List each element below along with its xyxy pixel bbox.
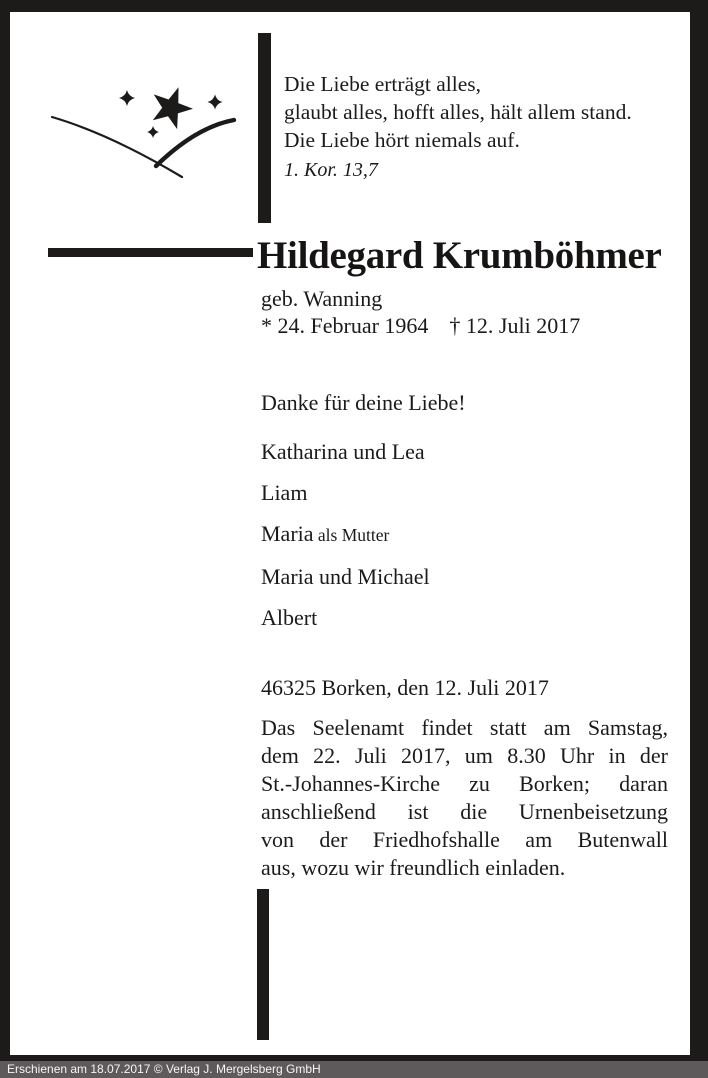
bottom-vertical-rule	[257, 889, 269, 1040]
deceased-name: Hildegard Krumböhmer	[257, 234, 662, 277]
shooting-star-hills-icon	[40, 82, 244, 182]
mourner-suffix: als Mutter	[313, 525, 390, 545]
notice-line: anschließend ist die Urnenbeisetzung	[261, 799, 668, 824]
sparkle-icon	[119, 90, 135, 106]
big-star-shape	[153, 87, 193, 129]
quote-line: Die Liebe erträgt alles,	[284, 72, 481, 96]
mourner-line	[261, 480, 307, 507]
birth-date: * 24. Februar 1964	[261, 313, 429, 338]
quote-line: glaubt alles, hofft alles, hält allem stand.	[284, 100, 632, 124]
mourner-name: Liam	[261, 480, 308, 505]
mourner-name: Maria und Michael	[261, 564, 430, 589]
hill-arc-thin	[52, 117, 182, 177]
maiden-name: geb. Wanning	[261, 286, 383, 311]
notice-line: St.-Johannes-Kirche zu Borken; daran	[261, 771, 668, 796]
notice-line: Das Seelenamt findet statt am Samstag,	[261, 715, 668, 740]
mourner-name: Katharina und Lea	[261, 439, 425, 464]
thanks-line: Danke für deine Liebe!	[261, 390, 466, 415]
funeral-notice	[261, 714, 668, 882]
name-horizontal-rule	[48, 248, 253, 257]
death-date: † 12. Juli 2017	[449, 313, 581, 338]
publisher-footer: Erschienen am 18.07.2017 © Verlag J. Mergelsberg GmbH	[0, 1061, 708, 1078]
top-vertical-rule	[258, 33, 271, 223]
mourner-line	[261, 605, 317, 632]
bible-quote	[284, 70, 684, 154]
quote-source: 1. Kor. 13,7	[284, 159, 378, 181]
dateline: 46325 Borken, den 12. Juli 2017	[261, 675, 549, 700]
life-dates	[261, 313, 580, 339]
mourner-line	[261, 564, 430, 591]
hill-arc-thick	[156, 120, 234, 166]
sparkle-icon	[147, 126, 159, 138]
sparkle-icon	[208, 95, 223, 110]
notice-line: dem 22. Juli 2017, um 8.30 Uhr in der	[261, 743, 668, 768]
mourner-line	[261, 521, 389, 548]
mourner-name: Albert	[261, 605, 318, 630]
notice-line: von der Friedhofshalle am Butenwall	[261, 827, 668, 852]
notice-line: aus, wozu wir freundlich einladen.	[261, 855, 566, 880]
quote-line: Die Liebe hört niemals auf.	[284, 128, 520, 152]
mourner-line	[261, 439, 425, 466]
mourner-name: Maria	[261, 521, 314, 546]
